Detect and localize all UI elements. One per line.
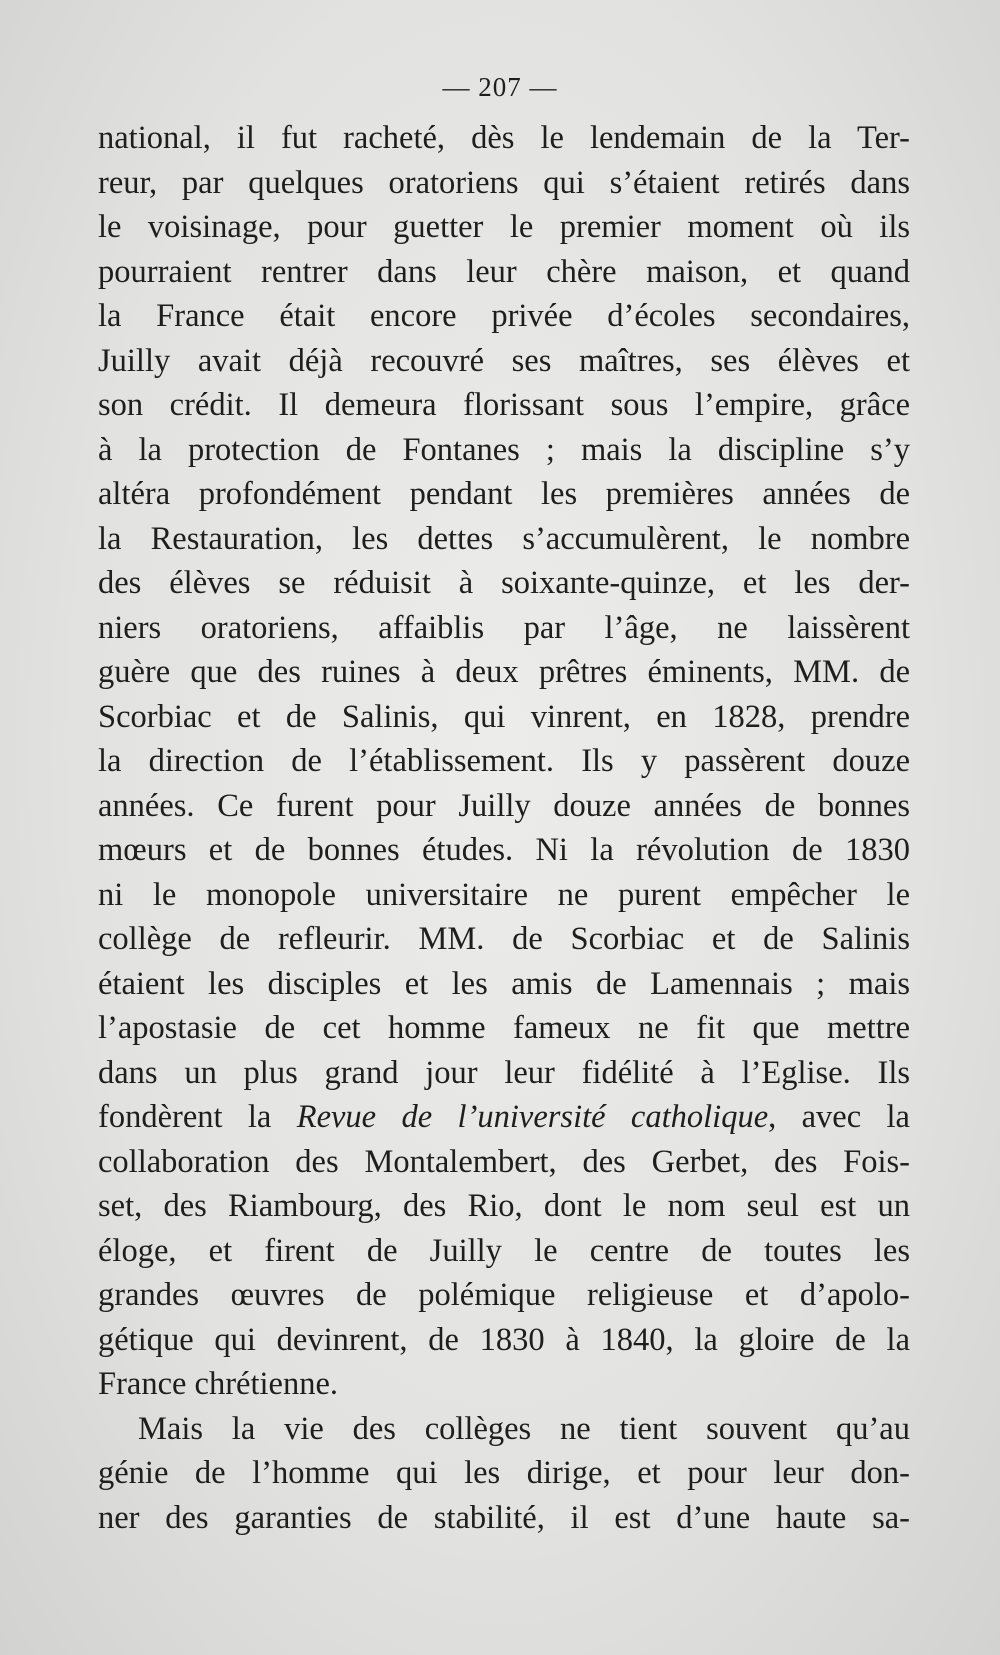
text-line: ner des garanties de stabilité, il est d’une haute sa- [98,1499,910,1536]
text-line: gétique qui devinrent, de 1830 à 1840, la gloire de la [98,1321,910,1358]
text-line: son crédit. Il demeura florissant sous l’empire, grâce [98,387,910,423]
text-line: à la protection de Fontanes ; mais la discipline s’y [98,431,910,468]
text-line: ni le monopole universitaire ne purent empêcher le [98,876,910,913]
text-line: guère que des ruines à deux prêtres éminents, MM. de [98,654,910,690]
text-line: Mais la vie des collèges ne tient souvent qu’au [138,1410,910,1447]
text-run: , avec la [768,1099,910,1135]
text-line: set, des Riambourg, des Rio, dont le nom seul est un [98,1188,910,1224]
text-line: altéra profondément pendant les premières années de [98,476,910,512]
journal-title: Revue de l’université catholique [296,1099,769,1135]
text-line: étaient les disciples et les amis de Lamennais ; mais [98,965,910,1002]
text-line: éloge, et firent de Juilly le centre de toutes les [98,1232,910,1269]
text-line: Juilly avait déjà recouvré ses maîtres, ses élèves et [98,342,910,379]
text-line: collaboration des Montalembert, des Gerbet, des Fois- [98,1143,910,1180]
text-line: la direction de l’établissement. Ils y passèrent douze [98,743,910,779]
body-text [98,116,910,1540]
text-line: collège de refleurir. MM. de Scorbiac et de Salinis [98,921,910,957]
text-line: France chrétienne. [98,1366,339,1402]
text-line: national, il fut racheté, dès le lendemain de la Ter- [98,120,910,156]
page-number: — 207 — [442,72,558,102]
text-line [98,1095,910,1140]
text-run: fondèrent la [98,1099,297,1135]
text-line: mœurs et de bonnes études. Ni la révolution de 1830 [98,832,910,868]
text-line: le voisinage, pour guetter le premier moment où ils [98,209,910,245]
text-line: dans un plus grand jour leur fidélité à l’Eglise. Ils [98,1054,910,1091]
text-line: niers oratoriens, affaiblis par l’âge, ne laissèrent [98,609,910,646]
text-line: années. Ce furent pour Juilly douze années de bonnes [98,787,910,824]
text-line: Scorbiac et de Salinis, qui vinrent, en 1828, prendre [98,698,910,735]
text-line: la Restauration, les dettes s’accumulèrent, le nombre [98,520,910,557]
text-line: la France était encore privée d’écoles secondaires, [98,298,910,334]
text-line: des élèves se réduisit à soixante-quinze, et les der- [98,565,910,601]
text-line: génie de l’homme qui les dirige, et pour leur don- [98,1455,910,1491]
text-line: reur, par quelques oratoriens qui s’étaient retirés dans [98,164,910,201]
text-line: pourraient rentrer dans leur chère maison, et quand [98,253,910,290]
text-line: l’apostasie de cet homme fameux ne fit que mettre [98,1010,910,1046]
text-line: grandes œuvres de polémique religieuse et d’apolo- [98,1277,910,1313]
